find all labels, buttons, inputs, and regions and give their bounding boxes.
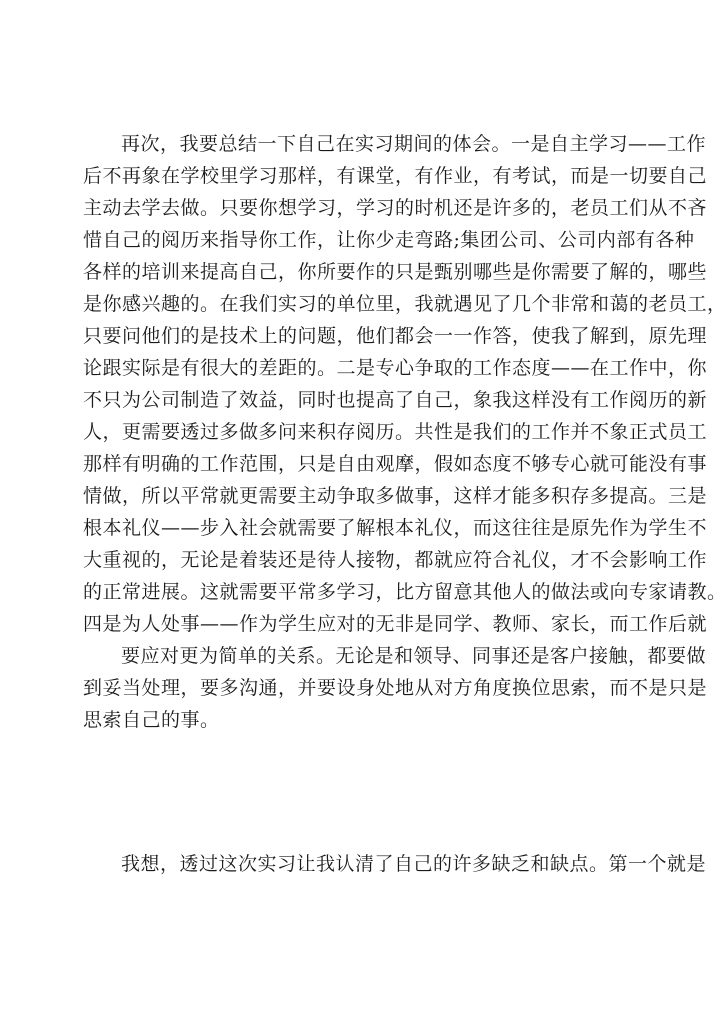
text-line: 到妥当处理，要多沟通，并要设身处地从对方角度换位思索，而不是只是 [83,677,708,699]
text-line: 四是为人处事——作为学生应对的无非是同学、教师、家长，而工作后就 [83,613,708,635]
paragraph-reflection [83,848,707,880]
text-line: 只要问他们的是技术上的问题，他们都会一一作答，使我了解到，原先理 [83,325,708,347]
text-line: 惜自己的阅历来指导你工作，让你少走弯路;集团公司、公司内部有各种 [83,229,695,251]
text-line: 那样有明确的工作范围，只是自由观摩，假如态度不够专心就可能没有事 [83,453,708,475]
text-line: 的正常进展。这就需要平常多学习，比方留意其他人的做法或向专家请教。 [83,581,727,603]
text-line: 不只为公司制造了效益，同时也提高了自己，象我这样没有工作阅历的新 [83,389,708,411]
text-line: 思索自己的事。 [83,709,220,731]
text-line: 后不再象在学校里学习那样，有课堂，有作业，有考试，而是一切要自己 [83,165,708,187]
text-line: 情做，所以平常就更需要主动争取多做事，这样才能多积存多提高。三是 [83,485,708,507]
text-line: 论跟实际是有很大的差距的。二是专心争取的工作态度——在工作中，你 [83,357,708,379]
text-line: 各样的培训来提高自己，你所要作的只是甄别哪些是你需要了解的，哪些 [83,261,708,283]
text-line: 人，更需要透过多做多问来积存阅历。共性是我们的工作并不象正式员工 [83,421,708,443]
text-line: 我想，透过这次实习让我认清了自己的许多缺乏和缺点。第一个就是 [121,853,707,875]
paragraph-self-study [83,128,727,640]
text-line: 主动去学去做。只要你想学习，学习的时机还是许多的，老员工们从不吝 [83,197,708,219]
paragraph-relationships [83,640,708,736]
text-line: 大重视的，无论是着装还是待人接物，都就应符合礼仪，才不会影响工作 [83,549,708,571]
text-line: 是你感兴趣的。在我们实习的单位里，我就遇见了几个非常和蔼的老员工， [83,293,727,315]
text-line: 根本礼仪——步入社会就需要了解根本礼仪，而这往往是原先作为学生不 [83,517,708,539]
text-line: 要应对更为简单的关系。无论是和领导、同事还是客户接触，都要做 [121,645,707,667]
text-line: 再次，我要总结一下自己在实习期间的体会。一是自主学习——工作 [121,133,707,155]
